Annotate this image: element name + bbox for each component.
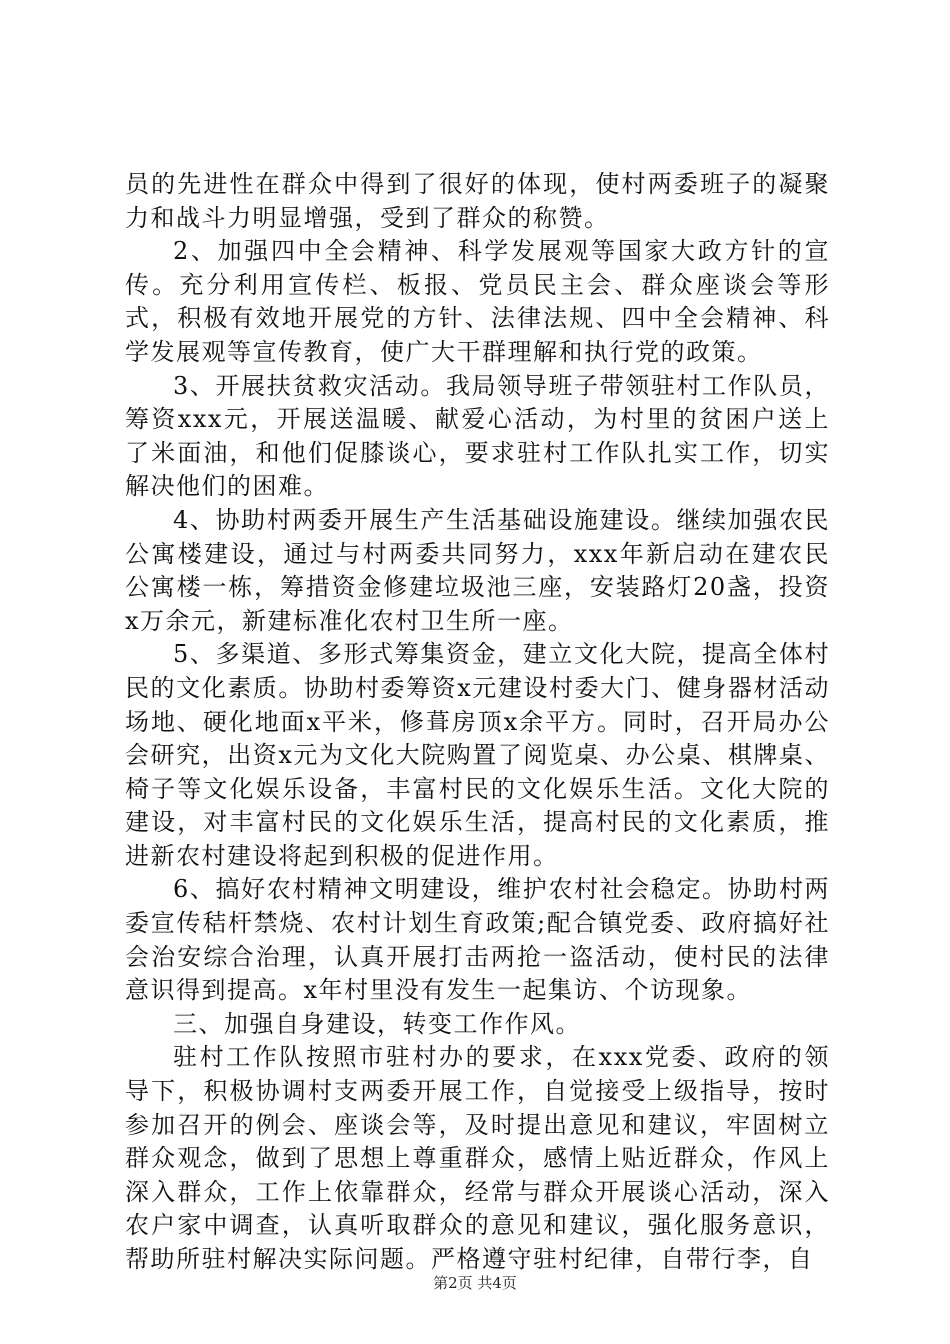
page-footer: 第2页 共4页 [433,1274,517,1292]
section-heading: 三、加强自身建设，转变工作作风。 [173,1009,581,1038]
paragraph-section-body: 驻村工作队按照市驻村办的要求，在xxx党委、政府的领导下，积极协调村支两委开展工作，自觉接受上级指导，按时参加召开的例会、座谈会等，及时提出意见和建议，牢固树立群众观念，做到了思想上尊重群众，感情上贴近群众，作风上深入群众，工作上依靠群众，经常与群众开展谈心活动，深入农户家中调查，认真听取群众的意见和建议，强化服务意识，帮助所驻村解决实际问题。严格遵守驻村纪律，自带行李，自 [125,1043,830,1273]
paragraph-item-2: 2、加强四中全会精神、科学发展观等国家大政方针的宣传。充分利用宣传栏、板报、党员民主会、群众座谈会等形式，积极有效地开展党的方针、法律法规、四中全会精神、科学发展观等宣传教育，使广大干群理解和执行党的政策。 [125,237,830,366]
paragraph-continuation: 员的先进性在群众中得到了很好的体现，使村两委班子的凝聚力和战斗力明显增强，受到了群众的称赞。 [125,170,830,232]
document-body [125,168,830,1277]
paragraph-item-4: 4、协助村两委开展生产生活基础设施建设。继续加强农民公寓楼建设，通过与村两委共同努力，xxx年新启动在建农民公寓楼一栋，筹措资金修建垃圾池三座，安装路灯20盏，投资x万余元，新建标准化农村卫生所一座。 [125,505,830,635]
paragraph-item-5: 5、多渠道、多形式筹集资金，建立文化大院，提高全体村民的文化素质。协助村委筹资x元建设村委大门、健身器材活动场地、硬化地面x平米，修葺房顶x余平方。同时，召开局办公会研究，出资x元为文化大院购置了阅览桌、办公桌、棋牌桌、椅子等文化娱乐设备，丰富村民的文化娱乐生活。文化大院的建设，对丰富村民的文化娱乐生活，提高村民的文化素质，推进新农村建设将起到积极的促进作用。 [125,640,830,870]
paragraph-item-3: 3、开展扶贫救灾活动。我局领导班子带领驻村工作队员，筹资xxx元，开展送温暖、献爱心活动，为村里的贫困户送上了米面油，和他们促膝谈心，要求驻村工作队扎实工作，切实解决他们的困难。 [125,371,830,501]
paragraph-item-6: 6、搞好农村精神文明建设，维护农村社会稳定。协助村两委宣传秸杆禁烧、农村计划生育政策;配合镇党委、政府搞好社会治安综合治理，认真开展打击两抢一盗活动，使村民的法律意识得到提高。x年村里没有发生一起集访、个访现象。 [125,875,830,1005]
